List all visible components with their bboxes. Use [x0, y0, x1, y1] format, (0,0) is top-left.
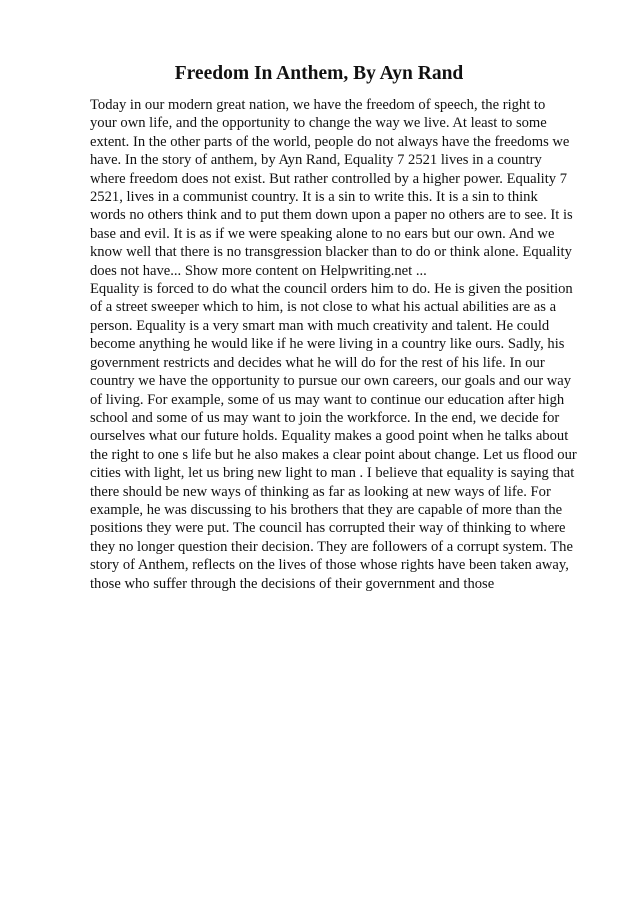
text-line: country we have the opportunity to pursue our own careers, our goals and our way: [90, 373, 572, 390]
text-line: government restricts and decides what he will do for the rest of his life. In our: [90, 354, 545, 371]
text-line: become anything he would like if he were living in a country like ours. Sadly, his: [90, 336, 565, 353]
text-line: of a street sweeper which to him, is not close to what his actual abilities are as a: [90, 299, 557, 316]
text-line: Equality is forced to do what the council orders him to do. He is given the position: [90, 281, 573, 298]
text-line: story of Anthem, reflects on the lives of those whose rights have been taken away,: [90, 557, 569, 574]
text-line: of living. For example, some of us may want to continue our education after high: [90, 391, 565, 408]
text-line: person. Equality is a very smart man with much creativity and talent. He could: [90, 317, 550, 334]
text-line: those who suffer through the decisions of their government and those: [90, 575, 495, 592]
text-line: cities with light, let us bring new light to man . I believe that equality is saying that: [90, 465, 575, 482]
text-line: where freedom does not exist. But rather controlled by a higher power. Equality 7: [90, 170, 567, 187]
text-line: your own life, and the opportunity to change the way we live. At least to some: [90, 115, 547, 132]
text-line: does not have... Show more content on Helpwriting.net ...: [90, 262, 427, 279]
text-line: know well that there is no transgression blacker than to do or think alone. Equality: [90, 244, 572, 261]
text-line: extent. In the other parts of the world, people do not always have the freedoms we: [90, 133, 570, 150]
text-line: ourselves what our future holds. Equality makes a good point when he talks about: [90, 428, 569, 445]
text-line: the right to one s life but he also makes a clear point about change. Let us flood our: [90, 446, 577, 463]
document-title: Freedom In Anthem, By Ayn Rand: [174, 63, 464, 84]
text-line: have. In the story of anthem, by Ayn Rand, Equality 7 2521 lives in a country: [90, 152, 542, 169]
text-line: words no others think and to put them down upon a paper no others are to see. It is: [90, 207, 573, 224]
document-body: [90, 96, 577, 593]
text-line: positions they were put. The council has corrupted their way of thinking to where: [90, 520, 566, 537]
text-line: example, he was discussing to his brothers that they are capable of more than the: [90, 501, 563, 518]
text-line: 2521, lives in a communist country. It is a sin to write this. It is a sin to think: [90, 189, 538, 206]
text-line: school and some of us may want to join the workforce. In the end, we decide for: [90, 409, 560, 426]
text-line: they no longer question their decision. They are followers of a corrupt system. The: [90, 538, 573, 555]
text-line: there should be new ways of thinking as far as looking at new ways of life. For: [90, 483, 551, 500]
text-line: base and evil. It is as if we were speaking alone to no ears but our own. And we: [90, 225, 555, 242]
text-line: Today in our modern great nation, we have the freedom of speech, the right to: [90, 97, 546, 113]
